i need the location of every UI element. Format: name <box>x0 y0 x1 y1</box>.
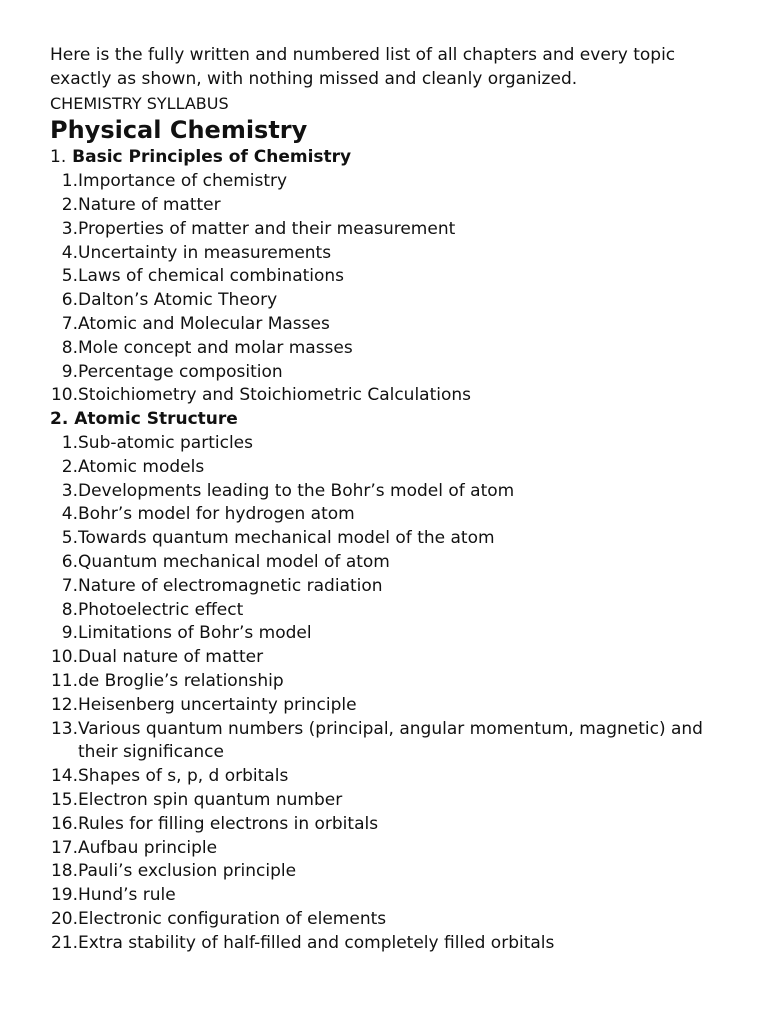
topic-item <box>50 527 740 551</box>
topic-item <box>50 837 740 861</box>
document-page <box>50 44 740 955</box>
topic-number: 4. <box>61 242 78 263</box>
topic-number: 5. <box>61 266 78 287</box>
topic-text: Aufbau principle <box>78 837 218 858</box>
topic-text: Uncertainty in measurements <box>78 242 332 263</box>
topic-number: 8. <box>61 337 78 358</box>
topic-number: 18. <box>50 861 78 882</box>
topic-item <box>50 361 740 385</box>
topic-text: Heisenberg uncertainty principle <box>78 694 357 715</box>
topic-item <box>50 789 740 813</box>
topic-number: 19. <box>50 885 78 906</box>
topic-text: Stoichiometry and Stoichiometric Calculations <box>78 385 472 406</box>
topic-text: Hund’s rule <box>78 885 176 906</box>
topic-text: Nature of electromagnetic radiation <box>78 575 383 596</box>
topic-item <box>50 218 740 242</box>
topic-number: 8. <box>61 599 78 620</box>
topic-number: 17. <box>50 837 78 858</box>
topic-text: Dalton’s Atomic Theory <box>78 290 278 311</box>
topic-item <box>50 289 740 313</box>
section-title: Physical Chemistry <box>50 116 308 145</box>
topic-item <box>50 194 740 218</box>
topic-text: Nature of matter <box>78 194 221 215</box>
topic-item <box>50 265 740 289</box>
topic-text: Photoelectric effect <box>78 599 244 620</box>
topic-text: Importance of chemistry <box>78 171 288 192</box>
topic-text: Sub-atomic particles <box>78 432 253 453</box>
topic-text: Laws of chemical combinations <box>78 266 345 287</box>
topic-number: 20. <box>50 908 78 929</box>
topic-text: Pauli’s exclusion principle <box>78 861 297 882</box>
topic-text: Rules for filling electrons in orbitals <box>78 813 379 834</box>
topic-text: Shapes of s, p, d orbitals <box>78 766 289 787</box>
topic-item <box>50 860 740 884</box>
chapter-title: Basic Principles of Chemistry <box>66 147 352 168</box>
topic-item <box>50 551 740 575</box>
topic-text: Electron spin quantum number <box>78 789 343 810</box>
topic-number: 2. <box>61 194 78 215</box>
topic-number: 15. <box>50 789 78 810</box>
topic-text: Mole concept and molar masses <box>78 337 353 358</box>
topic-number: 5. <box>61 528 78 549</box>
topic-item <box>50 170 740 194</box>
topic-number: 6. <box>61 551 78 572</box>
topic-text: Bohr’s model for hydrogen atom <box>78 504 355 525</box>
topic-number: 2. <box>61 456 78 477</box>
topic-item <box>50 622 740 646</box>
topic-item <box>50 456 740 480</box>
topic-number: 3. <box>61 480 78 501</box>
topic-text: Percentage composition <box>78 361 283 382</box>
topic-number: 7. <box>61 575 78 596</box>
topic-list <box>50 170 740 408</box>
topic-number: 9. <box>61 361 78 382</box>
topic-item <box>50 337 740 361</box>
topic-list <box>50 432 740 956</box>
topic-number: 11. <box>50 670 78 691</box>
topic-number: 7. <box>61 313 78 334</box>
topic-item <box>50 432 740 456</box>
topic-text: Quantum mechanical model of atom <box>78 551 390 572</box>
topic-text: Dual nature of matter <box>78 647 264 668</box>
topic-item <box>50 932 740 956</box>
topic-number: 4. <box>61 504 78 525</box>
topic-number: 16. <box>50 813 78 834</box>
topic-text: Properties of matter and their measurement <box>78 218 456 239</box>
topic-text: Extra stability of half-filled and completely filled orbitals <box>78 932 555 953</box>
chapter-heading <box>50 408 740 432</box>
topic-item <box>50 765 740 789</box>
topic-number: 10. <box>50 647 78 668</box>
topic-text: Limitations of Bohr’s model <box>78 623 312 644</box>
topic-number: 1. <box>61 432 78 453</box>
topic-number: 10. <box>50 385 78 406</box>
topic-number: 13. <box>50 718 78 739</box>
topic-text: Atomic models <box>78 456 205 477</box>
topic-item <box>50 646 740 670</box>
topic-item <box>50 384 740 408</box>
topic-item <box>50 480 740 504</box>
topic-number: 6. <box>61 290 78 311</box>
topic-number: 14. <box>50 766 78 787</box>
topic-item <box>50 694 740 718</box>
topic-item <box>50 718 740 766</box>
topic-text: Towards quantum mechanical model of the atom <box>78 528 495 549</box>
topic-item <box>50 884 740 908</box>
topic-item <box>50 575 740 599</box>
topic-text: Atomic and Molecular Masses <box>78 313 330 334</box>
topic-item <box>50 242 740 266</box>
topic-item <box>50 908 740 932</box>
topic-item <box>50 599 740 623</box>
topic-item <box>50 313 740 337</box>
topic-text: Various quantum numbers (principal, angular momentum, magnetic) and their significance <box>78 718 703 763</box>
topic-item <box>50 503 740 527</box>
topic-number: 3. <box>61 218 78 239</box>
topic-text: Developments leading to the Bohr’s model of atom <box>78 480 515 501</box>
chapter-heading <box>50 146 740 170</box>
chapter-title: Atomic Structure <box>68 409 238 430</box>
topic-text: de Broglie’s relationship <box>78 670 284 691</box>
topic-item <box>50 813 740 837</box>
topic-number: 21. <box>50 932 78 953</box>
chapter-number: 2. <box>50 409 69 430</box>
intro-text: Here is the fully written and numbered list of all chapters and every topic exactly as shown, with nothing missed and cleanly organized. <box>50 45 676 89</box>
syllabus-label: CHEMISTRY SYLLABUS <box>50 93 229 113</box>
chapter-number: 1. <box>50 147 67 168</box>
topic-number: 9. <box>61 623 78 644</box>
topic-number: 1. <box>61 171 78 192</box>
chapter-list <box>50 146 740 955</box>
topic-item <box>50 670 740 694</box>
topic-number: 12. <box>50 694 78 715</box>
topic-text: Electronic configuration of elements <box>78 908 387 929</box>
